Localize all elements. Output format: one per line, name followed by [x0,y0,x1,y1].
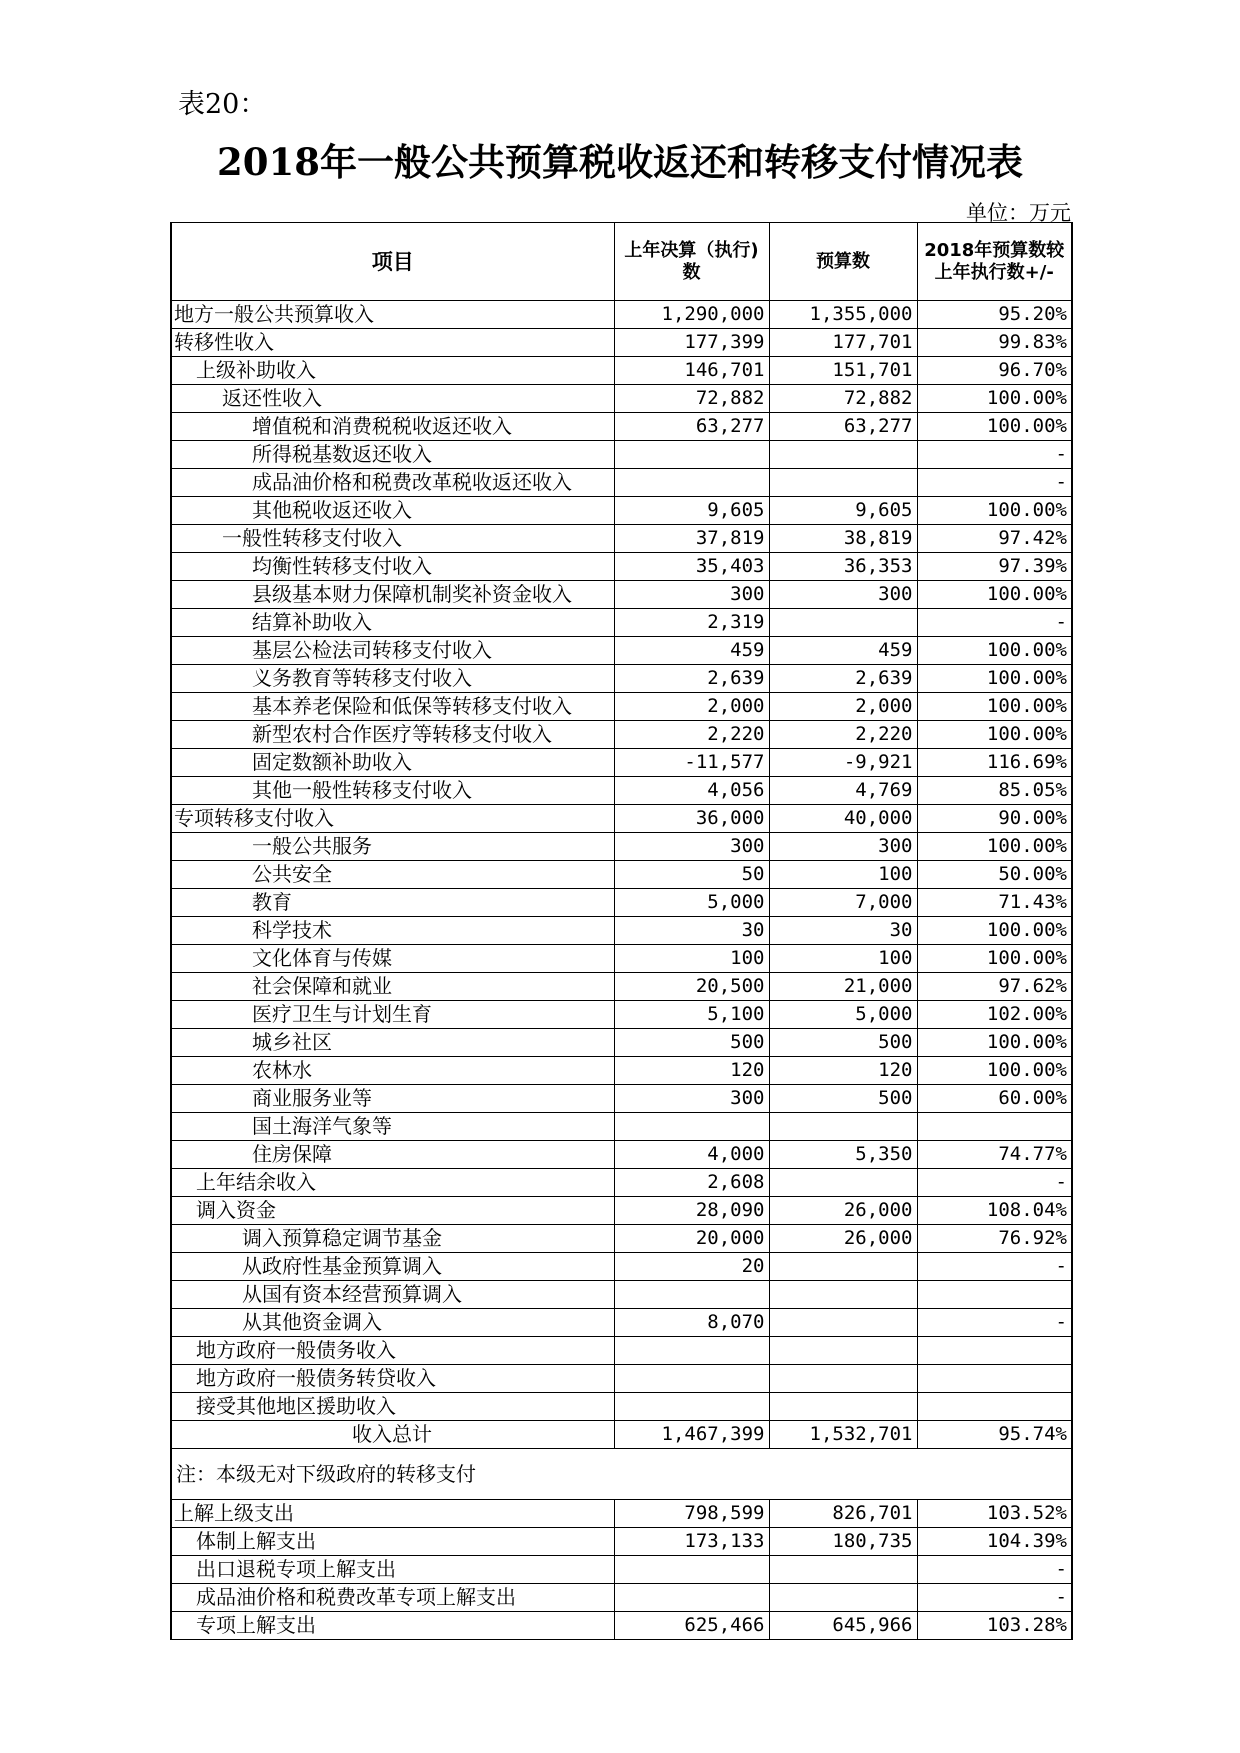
table-number-label: 表20： [178,89,267,120]
table-row [171,497,1072,525]
row-prev-value: 63,277 [614,413,769,441]
table-row [171,1253,1072,1281]
row-item: 文化体育与传媒 [171,945,614,973]
row-ratio-value: 104.39% [917,1528,1072,1556]
row-prev-value: 120 [614,1057,769,1085]
expenditure-rows [171,1500,1072,1640]
row-item: 其他税收返还收入 [171,497,614,525]
row-item: 城乡社区 [171,1029,614,1057]
row-item: 县级基本财力保障机制奖补资金收入 [171,581,614,609]
page-title: 2018年一般公共预算税收返还和转移支付情况表 [217,140,1023,184]
row-item: 基本养老保险和低保等转移支付收入 [171,693,614,721]
table-row [171,581,1072,609]
row-prev-value: 50 [614,861,769,889]
table-row [171,1281,1072,1309]
row-ratio-value: 100.00% [917,413,1072,441]
row-item: 专项上解支出 [171,1612,614,1640]
row-item: 所得税基数返还收入 [171,441,614,469]
header-prev: 上年决算（执行)数 [614,223,769,301]
row-prev-value: 2,608 [614,1169,769,1197]
row-item: 成品油价格和税费改革税收返还收入 [171,469,614,497]
row-budget-value: 1,532,701 [769,1421,917,1449]
row-prev-value: 35,403 [614,553,769,581]
row-ratio-value: 108.04% [917,1197,1072,1225]
row-prev-value: 20,500 [614,973,769,1001]
row-prev-value: 28,090 [614,1197,769,1225]
row-prev-value: 5,000 [614,889,769,917]
row-ratio-value: 97.42% [917,525,1072,553]
row-ratio-value: 71.43% [917,889,1072,917]
row-budget-value: 151,701 [769,357,917,385]
row-item: 结算补助收入 [171,609,614,637]
table-row [171,693,1072,721]
row-budget-value: 1,355,000 [769,301,917,329]
row-prev-value: 100 [614,945,769,973]
row-budget-value [769,1584,917,1612]
row-ratio-value: 116.69% [917,749,1072,777]
row-item: 体制上解支出 [171,1528,614,1556]
row-ratio-value: 97.39% [917,553,1072,581]
row-budget-value [769,1253,917,1281]
row-ratio-value: 97.62% [917,973,1072,1001]
row-budget-value [769,1169,917,1197]
row-ratio-value: 103.28% [917,1612,1072,1640]
row-item: 固定数额补助收入 [171,749,614,777]
row-ratio-value: 100.00% [917,917,1072,945]
row-item: 社会保障和就业 [171,973,614,1001]
row-item: 科学技术 [171,917,614,945]
row-budget-value: 180,735 [769,1528,917,1556]
row-budget-value: 26,000 [769,1197,917,1225]
row-prev-value: 177,399 [614,329,769,357]
row-prev-value: 500 [614,1029,769,1057]
row-prev-value [614,441,769,469]
row-prev-value [614,1113,769,1141]
row-budget-value [769,1309,917,1337]
note-section [171,1449,1072,1500]
row-ratio-value: 100.00% [917,693,1072,721]
table-header-row [171,223,1072,301]
row-item: 接受其他地区援助收入 [171,1393,614,1421]
row-ratio-value: - [917,1556,1072,1584]
row-prev-value: 300 [614,1085,769,1113]
row-prev-value: 37,819 [614,525,769,553]
row-item: 地方政府一般债务转贷收入 [171,1365,614,1393]
row-ratio-value: - [917,609,1072,637]
row-prev-value: 625,466 [614,1612,769,1640]
unit-label: 单位：万元 [966,201,1071,225]
row-prev-value: -11,577 [614,749,769,777]
row-ratio-value: 76.92% [917,1225,1072,1253]
table-row [171,1612,1072,1640]
table-row [171,1365,1072,1393]
row-ratio-value: 50.00% [917,861,1072,889]
note-row [171,1449,1072,1500]
row-budget-value: 63,277 [769,413,917,441]
table-row [171,833,1072,861]
row-prev-value [614,1556,769,1584]
table-row [171,1113,1072,1141]
row-item: 商业服务业等 [171,1085,614,1113]
row-budget-value: 645,966 [769,1612,917,1640]
row-prev-value: 36,000 [614,805,769,833]
row-budget-value: 459 [769,637,917,665]
table-row [171,637,1072,665]
row-budget-value [769,1393,917,1421]
row-ratio-value: 100.00% [917,665,1072,693]
row-item: 上年结余收入 [171,1169,614,1197]
row-item: 农林水 [171,1057,614,1085]
row-budget-value [769,1113,917,1141]
row-item: 上级补助收入 [171,357,614,385]
row-item: 地方一般公共预算收入 [171,301,614,329]
table-row [171,525,1072,553]
row-item: 从其他资金调入 [171,1309,614,1337]
row-ratio-value: - [917,1309,1072,1337]
row-ratio-value [917,1393,1072,1421]
row-prev-value: 20,000 [614,1225,769,1253]
row-ratio-value: 96.70% [917,357,1072,385]
row-prev-value [614,1337,769,1365]
row-prev-value [614,469,769,497]
row-prev-value: 1,290,000 [614,301,769,329]
row-item: 从政府性基金预算调入 [171,1253,614,1281]
row-item: 一般性转移支付收入 [171,525,614,553]
budget-table [170,222,1073,1640]
row-ratio-value: 95.74% [917,1421,1072,1449]
row-prev-value [614,1365,769,1393]
table-row [171,1309,1072,1337]
row-budget-value: 5,350 [769,1141,917,1169]
row-ratio-value: 100.00% [917,581,1072,609]
row-budget-value: 21,000 [769,973,917,1001]
table-row [171,1197,1072,1225]
row-ratio-value: 60.00% [917,1085,1072,1113]
table-row [171,1141,1072,1169]
row-prev-value: 72,882 [614,385,769,413]
row-prev-value: 30 [614,917,769,945]
row-ratio-value: 103.52% [917,1500,1072,1528]
row-item: 其他一般性转移支付收入 [171,777,614,805]
row-item: 专项转移支付收入 [171,805,614,833]
row-budget-value [769,1337,917,1365]
row-budget-value: 120 [769,1057,917,1085]
row-ratio-value [917,1281,1072,1309]
table-row [171,889,1072,917]
row-item: 均衡性转移支付收入 [171,553,614,581]
row-item: 一般公共服务 [171,833,614,861]
table-row [171,665,1072,693]
row-prev-value [614,1393,769,1421]
row-item: 出口退税专项上解支出 [171,1556,614,1584]
table-row [171,441,1072,469]
row-item: 教育 [171,889,614,917]
table-row [171,973,1072,1001]
row-prev-value: 459 [614,637,769,665]
row-ratio-value: 100.00% [917,1029,1072,1057]
row-item: 调入预算稳定调节基金 [171,1225,614,1253]
table-row [171,917,1072,945]
row-item: 收入总计 [171,1421,614,1449]
row-budget-value: 26,000 [769,1225,917,1253]
row-budget-value: 5,000 [769,1001,917,1029]
table-row [171,469,1072,497]
row-budget-value: 500 [769,1029,917,1057]
row-budget-value: 72,882 [769,385,917,413]
table-row [171,413,1072,441]
row-budget-value: 2,000 [769,693,917,721]
row-budget-value [769,1556,917,1584]
row-prev-value: 1,467,399 [614,1421,769,1449]
row-budget-value: 100 [769,945,917,973]
row-ratio-value: 74.77% [917,1141,1072,1169]
table-row [171,1085,1072,1113]
row-budget-value [769,609,917,637]
row-prev-value: 8,070 [614,1309,769,1337]
table-row [171,329,1072,357]
row-ratio-value [917,1365,1072,1393]
row-ratio-value: 100.00% [917,497,1072,525]
row-prev-value: 2,319 [614,609,769,637]
row-budget-value: -9,921 [769,749,917,777]
row-prev-value: 300 [614,833,769,861]
row-budget-value: 2,639 [769,665,917,693]
row-item: 基层公检法司转移支付收入 [171,637,614,665]
row-item: 公共安全 [171,861,614,889]
row-budget-value: 100 [769,861,917,889]
header-item: 项目 [171,223,614,301]
row-prev-value: 9,605 [614,497,769,525]
row-prev-value: 146,701 [614,357,769,385]
table-row [171,1421,1072,1449]
row-ratio-value: - [917,1169,1072,1197]
row-ratio-value: 100.00% [917,945,1072,973]
row-budget-value: 500 [769,1085,917,1113]
row-ratio-value: 102.00% [917,1001,1072,1029]
row-ratio-value: 85.05% [917,777,1072,805]
row-budget-value [769,1365,917,1393]
table-row [171,1584,1072,1612]
row-ratio-value [917,1113,1072,1141]
row-item: 上解上级支出 [171,1500,614,1528]
row-ratio-value: 99.83% [917,329,1072,357]
table-row [171,861,1072,889]
note-text: 注：本级无对下级政府的转移支付 [171,1449,1072,1500]
row-budget-value: 2,220 [769,721,917,749]
row-prev-value: 5,100 [614,1001,769,1029]
table-row [171,945,1072,973]
table-row [171,357,1072,385]
row-item: 义务教育等转移支付收入 [171,665,614,693]
row-budget-value: 7,000 [769,889,917,917]
table-row [171,1029,1072,1057]
row-prev-value: 2,220 [614,721,769,749]
row-ratio-value: 100.00% [917,637,1072,665]
row-budget-value: 36,353 [769,553,917,581]
row-ratio-value: - [917,1584,1072,1612]
table-row [171,805,1072,833]
row-ratio-value: - [917,441,1072,469]
row-ratio-value: 90.00% [917,805,1072,833]
row-prev-value: 2,639 [614,665,769,693]
row-budget-value: 300 [769,581,917,609]
table-row [171,777,1072,805]
row-item: 住房保障 [171,1141,614,1169]
row-prev-value: 173,133 [614,1528,769,1556]
row-ratio-value: 100.00% [917,385,1072,413]
row-budget-value [769,441,917,469]
row-ratio-value: 100.00% [917,833,1072,861]
row-prev-value: 300 [614,581,769,609]
row-item: 增值税和消费税税收返还收入 [171,413,614,441]
table-row [171,609,1072,637]
row-budget-value [769,469,917,497]
row-prev-value [614,1584,769,1612]
table-row [171,1225,1072,1253]
row-prev-value: 798,599 [614,1500,769,1528]
row-prev-value: 4,000 [614,1141,769,1169]
row-ratio-value: - [917,469,1072,497]
row-budget-value [769,1281,917,1309]
table-row [171,1169,1072,1197]
row-item: 地方政府一般债务收入 [171,1337,614,1365]
row-item: 成品油价格和税费改革专项上解支出 [171,1584,614,1612]
row-budget-value: 9,605 [769,497,917,525]
row-item: 调入资金 [171,1197,614,1225]
table-row [171,749,1072,777]
row-budget-value: 40,000 [769,805,917,833]
row-item: 医疗卫生与计划生育 [171,1001,614,1029]
row-budget-value: 826,701 [769,1500,917,1528]
row-budget-value: 177,701 [769,329,917,357]
row-prev-value [614,1281,769,1309]
row-prev-value: 20 [614,1253,769,1281]
row-item: 从国有资本经营预算调入 [171,1281,614,1309]
row-ratio-value: 95.20% [917,301,1072,329]
table-row [171,1528,1072,1556]
income-rows [171,301,1072,1449]
table-row [171,385,1072,413]
table-row [171,1393,1072,1421]
row-budget-value: 30 [769,917,917,945]
row-item: 新型农村合作医疗等转移支付收入 [171,721,614,749]
row-budget-value: 38,819 [769,525,917,553]
row-prev-value: 2,000 [614,693,769,721]
row-prev-value: 4,056 [614,777,769,805]
row-item: 返还性收入 [171,385,614,413]
table-row [171,1556,1072,1584]
row-ratio-value: 100.00% [917,1057,1072,1085]
table-row [171,1337,1072,1365]
row-ratio-value: - [917,1253,1072,1281]
table-row [171,1001,1072,1029]
row-budget-value: 300 [769,833,917,861]
row-ratio-value [917,1337,1072,1365]
row-budget-value: 4,769 [769,777,917,805]
row-item: 国土海洋气象等 [171,1113,614,1141]
header-ratio: 2018年预算数较上年执行数+/- [917,223,1072,301]
table-row [171,1500,1072,1528]
table-row [171,1057,1072,1085]
header-budget: 预算数 [769,223,917,301]
table-row [171,721,1072,749]
row-ratio-value: 100.00% [917,721,1072,749]
table-row [171,553,1072,581]
table-row [171,301,1072,329]
row-item: 转移性收入 [171,329,614,357]
